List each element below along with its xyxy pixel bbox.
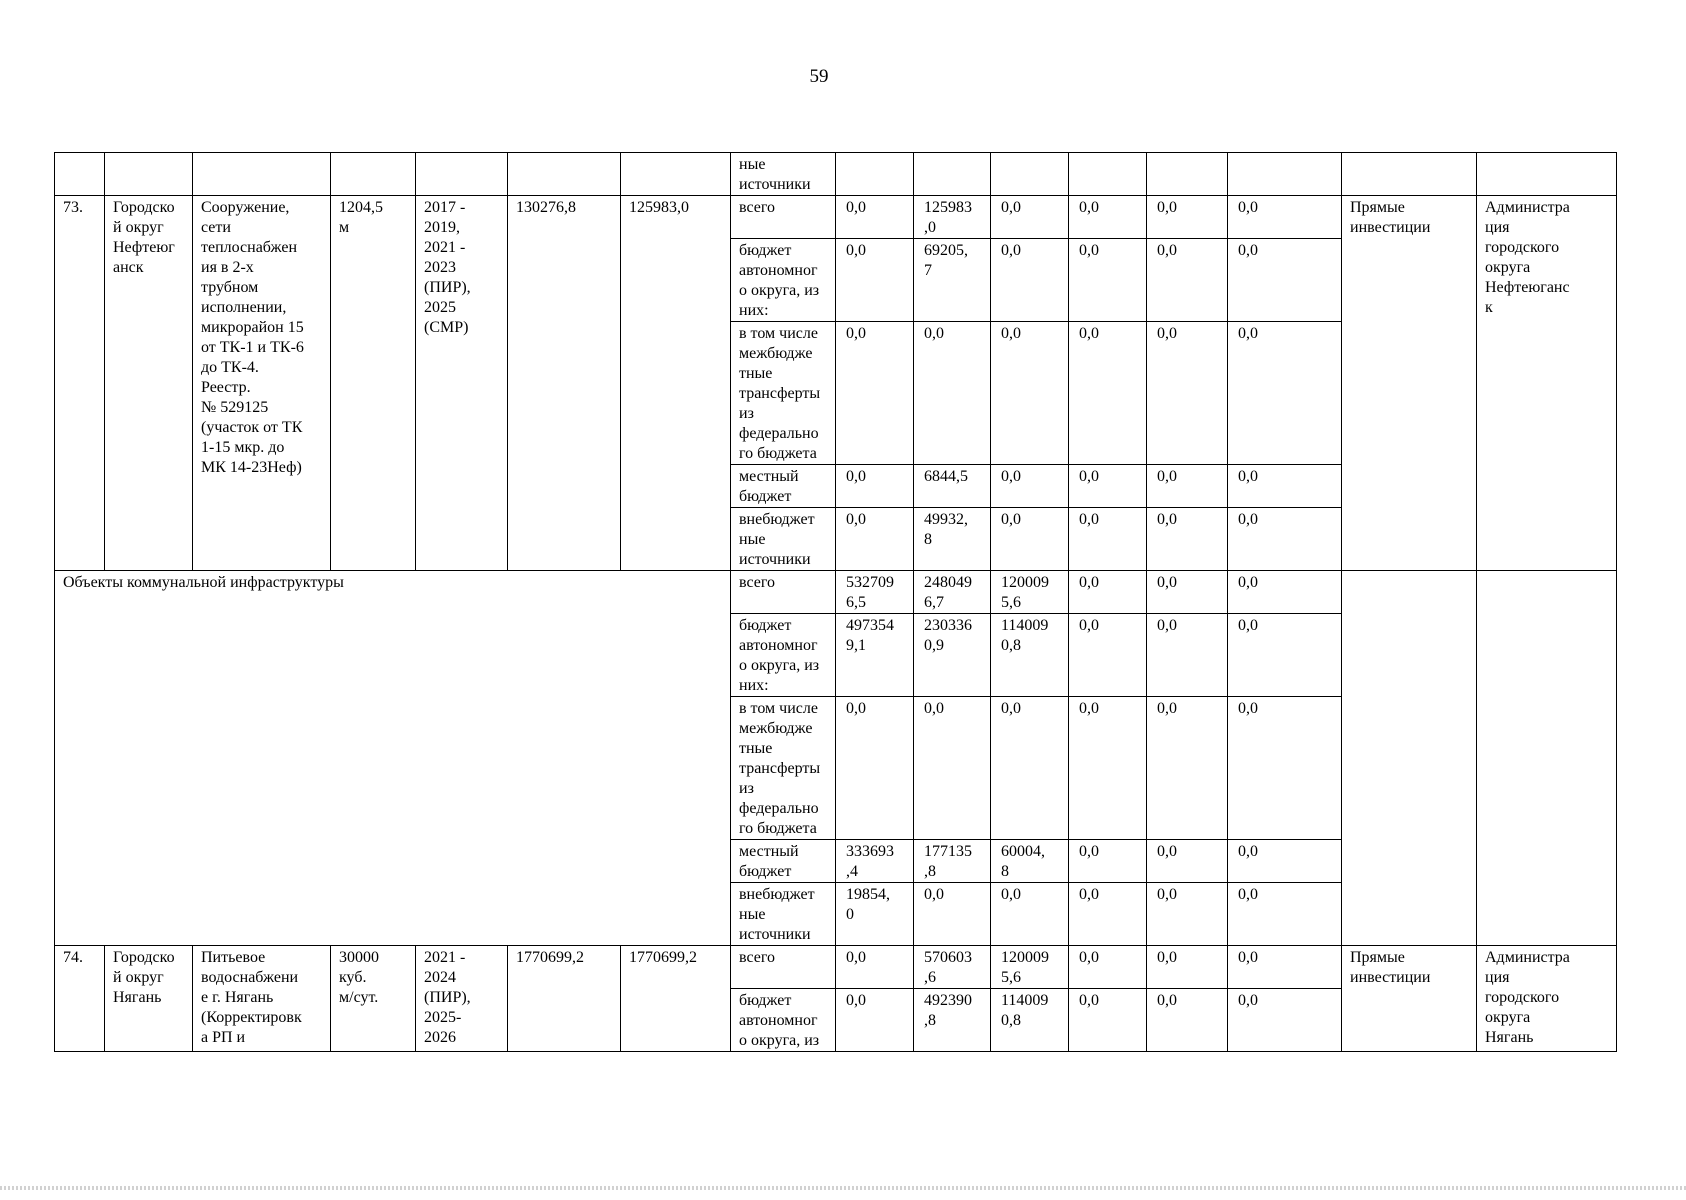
empty-cell — [331, 153, 416, 196]
empty-cell — [1069, 153, 1147, 196]
value-cell-3: 0,0 — [991, 465, 1069, 508]
table-row — [55, 196, 1617, 239]
value-cell-2: 69205, 7 — [914, 239, 991, 322]
source-cell: местный бюджет — [731, 840, 836, 883]
empty-cell — [1147, 153, 1228, 196]
table-body — [55, 153, 1617, 1052]
value-cell-3: 114009 0,8 — [991, 614, 1069, 697]
value-cell-5: 0,0 — [1147, 239, 1228, 322]
value-cell-3: 60004, 8 — [991, 840, 1069, 883]
municipality-cell: Городско й округ Нягань — [105, 946, 193, 1052]
value-cell-5: 0,0 — [1147, 946, 1228, 989]
object-number: 74. — [55, 946, 105, 1052]
value-cell-6: 0,0 — [1228, 239, 1342, 322]
value-cell-4: 0,0 — [1069, 697, 1147, 840]
scan-artifact-line — [0, 1186, 1686, 1190]
estimated-cost-cell: 1770699,2 — [508, 946, 621, 1052]
capacity-cell: 1204,5 м — [331, 196, 416, 571]
source-cell: в том числе межбюдже тные трансферты из федерально го бюджета — [731, 322, 836, 465]
value-cell-3: 0,0 — [991, 322, 1069, 465]
investment-table — [54, 152, 1617, 1052]
empty-cell — [508, 153, 621, 196]
value-cell-4: 0,0 — [1069, 465, 1147, 508]
municipality-cell: Городско й округ Нефтеюг анск — [105, 196, 193, 571]
value-cell-1: 0,0 — [836, 322, 914, 465]
value-cell-5: 0,0 — [1147, 465, 1228, 508]
value-cell-6: 0,0 — [1228, 840, 1342, 883]
value-cell-5: 0,0 — [1147, 322, 1228, 465]
value-cell-4: 0,0 — [1069, 840, 1147, 883]
value-cell-2: 6844,5 — [914, 465, 991, 508]
empty-cell — [991, 153, 1069, 196]
value-cell-6: 0,0 — [1228, 322, 1342, 465]
value-cell-5: 0,0 — [1147, 840, 1228, 883]
value-cell-3: 0,0 — [991, 196, 1069, 239]
table-row — [55, 946, 1617, 989]
source-cell: внебюджет ные источники — [731, 508, 836, 571]
empty-cell — [1342, 153, 1477, 196]
empty-cell — [1477, 571, 1617, 946]
source-cell: всего — [731, 196, 836, 239]
value-cell-4: 0,0 — [1069, 508, 1147, 571]
value-cell-6: 0,0 — [1228, 697, 1342, 840]
value-cell-5: 0,0 — [1147, 196, 1228, 239]
empty-cell — [621, 153, 731, 196]
mechanism-cell: Прямые инвестиции — [1342, 946, 1477, 1052]
object-name-cell: Питьевое водоснабжени е г. Нягань (Корректировк а РП и — [193, 946, 331, 1052]
value-cell-2: 248049 6,7 — [914, 571, 991, 614]
value-cell-1: 0,0 — [836, 508, 914, 571]
value-cell-3: 0,0 — [991, 697, 1069, 840]
value-cell-4: 0,0 — [1069, 571, 1147, 614]
value-cell-6: 0,0 — [1228, 946, 1342, 989]
value-cell-6: 0,0 — [1228, 465, 1342, 508]
value-cell-2: 570603 ,6 — [914, 946, 991, 989]
value-cell-2: 0,0 — [914, 322, 991, 465]
value-cell-6: 0,0 — [1228, 614, 1342, 697]
source-cell: бюджет автономног о округа, из — [731, 989, 836, 1052]
value-cell-3: 0,0 — [991, 239, 1069, 322]
value-cell-6: 0,0 — [1228, 571, 1342, 614]
page-number: 59 — [809, 66, 829, 87]
value-cell-3: 0,0 — [991, 508, 1069, 571]
value-cell-4: 0,0 — [1069, 239, 1147, 322]
value-cell-2: 0,0 — [914, 883, 991, 946]
table-row — [55, 571, 1617, 614]
empty-cell — [1342, 571, 1477, 946]
value-cell-6: 0,0 — [1228, 883, 1342, 946]
empty-cell — [55, 153, 105, 196]
value-cell-5: 0,0 — [1147, 571, 1228, 614]
value-cell-3: 114009 0,8 — [991, 989, 1069, 1052]
value-cell-5: 0,0 — [1147, 883, 1228, 946]
value-cell-4: 0,0 — [1069, 322, 1147, 465]
value-cell-6: 0,0 — [1228, 989, 1342, 1052]
value-cell-1: 19854, 0 — [836, 883, 914, 946]
value-cell-4: 0,0 — [1069, 989, 1147, 1052]
empty-cell — [836, 153, 914, 196]
source-cell: всего — [731, 571, 836, 614]
value-cell-1: 0,0 — [836, 697, 914, 840]
value-cell-2: 492390 ,8 — [914, 989, 991, 1052]
value-cell-4: 0,0 — [1069, 614, 1147, 697]
empty-cell — [914, 153, 991, 196]
empty-cell — [416, 153, 508, 196]
empty-cell — [1477, 153, 1617, 196]
object-name-cell: Сооружение, сети теплоснабжен ия в 2-х трубном исполнении, микрорайон 15 от ТК-1 и ТК-6 до ТК-4. Реестр. № 529125 (участок от ТК 1-15 мкр. до МК 14-23Неф) — [193, 196, 331, 571]
value-cell-6: 0,0 — [1228, 508, 1342, 571]
value-cell-1: 0,0 — [836, 465, 914, 508]
value-cell-2: 0,0 — [914, 697, 991, 840]
table-row — [55, 153, 1617, 196]
section-label: Объекты коммунальной инфраструктуры — [55, 571, 731, 946]
customer-cell: Администра ция городского округа Нягань — [1477, 946, 1617, 1052]
source-cell: всего — [731, 946, 836, 989]
remaining-cost-cell: 125983,0 — [621, 196, 731, 571]
source-cell: внебюджет ные источники — [731, 883, 836, 946]
value-cell-2: 177135 ,8 — [914, 840, 991, 883]
value-cell-5: 0,0 — [1147, 508, 1228, 571]
empty-cell — [193, 153, 331, 196]
source-cell: в том числе межбюдже тные трансферты из федерально го бюджета — [731, 697, 836, 840]
object-number: 73. — [55, 196, 105, 571]
years-cell: 2017 - 2019, 2021 - 2023 (ПИР), 2025 (СМР) — [416, 196, 508, 571]
value-cell-1: 497354 9,1 — [836, 614, 914, 697]
value-cell-3: 120009 5,6 — [991, 571, 1069, 614]
empty-cell — [1228, 153, 1342, 196]
remaining-cost-cell: 1770699,2 — [621, 946, 731, 1052]
source-cell: местный бюджет — [731, 465, 836, 508]
value-cell-1: 0,0 — [836, 946, 914, 989]
value-cell-1: 333693 ,4 — [836, 840, 914, 883]
value-cell-1: 0,0 — [836, 239, 914, 322]
source-cell: бюджет автономног о округа, из них: — [731, 239, 836, 322]
value-cell-6: 0,0 — [1228, 196, 1342, 239]
value-cell-5: 0,0 — [1147, 697, 1228, 840]
customer-cell: Администра ция городского округа Нефтеюганс к — [1477, 196, 1617, 571]
empty-cell — [105, 153, 193, 196]
value-cell-5: 0,0 — [1147, 614, 1228, 697]
estimated-cost-cell: 130276,8 — [508, 196, 621, 571]
mechanism-cell: Прямые инвестиции — [1342, 196, 1477, 571]
value-cell-3: 120009 5,6 — [991, 946, 1069, 989]
years-cell: 2021 - 2024 (ПИР), 2025- 2026 — [416, 946, 508, 1052]
value-cell-2: 230336 0,9 — [914, 614, 991, 697]
value-cell-1: 0,0 — [836, 989, 914, 1052]
source-cell: бюджет автономног о округа, из них: — [731, 614, 836, 697]
capacity-cell: 30000 куб. м/сут. — [331, 946, 416, 1052]
value-cell-3: 0,0 — [991, 883, 1069, 946]
value-cell-5: 0,0 — [1147, 989, 1228, 1052]
value-cell-1: 532709 6,5 — [836, 571, 914, 614]
value-cell-4: 0,0 — [1069, 883, 1147, 946]
value-cell-4: 0,0 — [1069, 946, 1147, 989]
value-cell-2: 125983 ,0 — [914, 196, 991, 239]
source-cell: ные источники — [731, 153, 836, 196]
value-cell-4: 0,0 — [1069, 196, 1147, 239]
value-cell-2: 49932, 8 — [914, 508, 991, 571]
value-cell-1: 0,0 — [836, 196, 914, 239]
